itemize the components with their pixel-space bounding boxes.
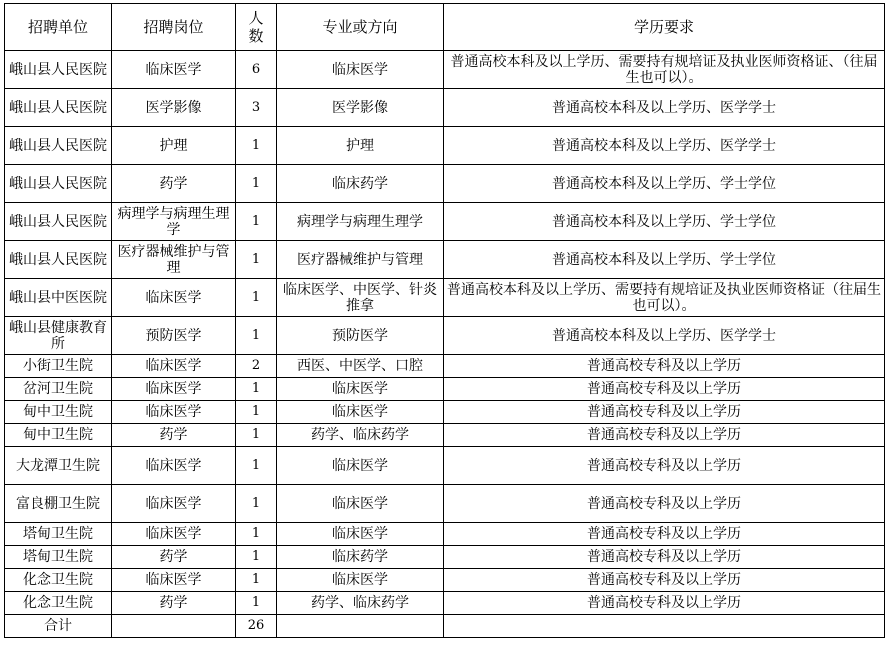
cell-education: 普通高校专科及以上学历 — [444, 424, 885, 447]
table-row — [5, 241, 885, 279]
table-row — [5, 51, 885, 89]
cell-post: 药学 — [112, 165, 236, 203]
cell-post: 临床医学 — [112, 569, 236, 592]
cell-education: 普通高校本科及以上学历、学士学位 — [444, 203, 885, 241]
cell-unit: 峨山县中医医院 — [5, 279, 112, 317]
total-label: 合计 — [5, 615, 112, 638]
cell-unit: 塔甸卫生院 — [5, 546, 112, 569]
cell-major: 药学、临床药学 — [277, 592, 444, 615]
cell-unit: 峨山县人民医院 — [5, 203, 112, 241]
cell-unit: 富良棚卫生院 — [5, 485, 112, 523]
cell-education: 普通高校本科及以上学历、需要持有规培证及执业医师资格证、（往届生也可以）。 — [444, 51, 885, 89]
cell-post: 医学影像 — [112, 89, 236, 127]
cell-unit: 峨山县人民医院 — [5, 51, 112, 89]
cell-major: 病理学与病理生理学 — [277, 203, 444, 241]
cell-count: 6 — [236, 51, 277, 89]
cell-count: 1 — [236, 203, 277, 241]
cell-major: 临床医学 — [277, 51, 444, 89]
cell-unit: 塔甸卫生院 — [5, 523, 112, 546]
header-education: 学历要求 — [444, 4, 885, 51]
cell-major: 临床医学、中医学、针炎推拿 — [277, 279, 444, 317]
cell-post: 药学 — [112, 592, 236, 615]
header-count-label: 人 数 — [248, 9, 264, 45]
cell-major: 临床医学 — [277, 569, 444, 592]
cell-education: 普通高校专科及以上学历 — [444, 447, 885, 485]
cell-post: 护理 — [112, 127, 236, 165]
table-row — [5, 485, 885, 523]
table-row — [5, 127, 885, 165]
table-row — [5, 546, 885, 569]
cell-unit: 峨山县人民医院 — [5, 165, 112, 203]
cell-education: 普通高校专科及以上学历 — [444, 592, 885, 615]
cell-count: 1 — [236, 523, 277, 546]
cell-unit: 峨山县健康教育所 — [5, 317, 112, 355]
cell-unit: 甸中卫生院 — [5, 401, 112, 424]
cell-major: 药学、临床药学 — [277, 424, 444, 447]
table-row — [5, 279, 885, 317]
cell-unit: 大龙潭卫生院 — [5, 447, 112, 485]
total-education — [444, 615, 885, 638]
cell-count: 1 — [236, 165, 277, 203]
cell-education: 普通高校本科及以上学历、医学学士 — [444, 89, 885, 127]
cell-major: 临床药学 — [277, 165, 444, 203]
cell-education: 普通高校专科及以上学历 — [444, 401, 885, 424]
cell-post: 临床医学 — [112, 447, 236, 485]
cell-count: 1 — [236, 447, 277, 485]
cell-count: 1 — [236, 569, 277, 592]
cell-unit: 岔河卫生院 — [5, 378, 112, 401]
cell-post: 临床医学 — [112, 401, 236, 424]
cell-count: 1 — [236, 401, 277, 424]
header-post: 招聘岗位 — [112, 4, 236, 51]
cell-count: 1 — [236, 279, 277, 317]
cell-major: 西医、中医学、口腔 — [277, 355, 444, 378]
cell-post: 临床医学 — [112, 523, 236, 546]
total-count: 26 — [236, 615, 277, 638]
table-row — [5, 378, 885, 401]
total-major — [277, 615, 444, 638]
cell-education: 普通高校本科及以上学历、医学学士 — [444, 127, 885, 165]
cell-education: 普通高校本科及以上学历、医学学士 — [444, 317, 885, 355]
cell-post: 临床医学 — [112, 378, 236, 401]
cell-major: 预防医学 — [277, 317, 444, 355]
cell-major: 临床医学 — [277, 447, 444, 485]
cell-major: 临床医学 — [277, 401, 444, 424]
cell-count: 2 — [236, 355, 277, 378]
cell-education: 普通高校专科及以上学历 — [444, 569, 885, 592]
total-row — [5, 615, 885, 638]
cell-education: 普通高校专科及以上学历 — [444, 355, 885, 378]
table-row — [5, 447, 885, 485]
table-row — [5, 89, 885, 127]
cell-major: 临床医学 — [277, 485, 444, 523]
header-count — [236, 4, 277, 51]
cell-major: 临床医学 — [277, 378, 444, 401]
table-row — [5, 424, 885, 447]
cell-post: 临床医学 — [112, 355, 236, 378]
header-unit: 招聘单位 — [5, 4, 112, 51]
header-major: 专业或方向 — [277, 4, 444, 51]
cell-post: 预防医学 — [112, 317, 236, 355]
table-row — [5, 569, 885, 592]
cell-education: 普通高校专科及以上学历 — [444, 378, 885, 401]
cell-post: 临床医学 — [112, 51, 236, 89]
table-row — [5, 317, 885, 355]
cell-unit: 峨山县人民医院 — [5, 89, 112, 127]
table-row — [5, 592, 885, 615]
table-row — [5, 165, 885, 203]
cell-major: 护理 — [277, 127, 444, 165]
cell-unit: 化念卫生院 — [5, 592, 112, 615]
cell-post: 医疗器械维护与管理 — [112, 241, 236, 279]
cell-unit: 峨山县人民医院 — [5, 127, 112, 165]
cell-unit: 甸中卫生院 — [5, 424, 112, 447]
cell-education: 普通高校本科及以上学历、学士学位 — [444, 165, 885, 203]
cell-education: 普通高校专科及以上学历 — [444, 546, 885, 569]
cell-major: 临床药学 — [277, 546, 444, 569]
cell-count: 1 — [236, 592, 277, 615]
cell-post: 药学 — [112, 424, 236, 447]
cell-count: 1 — [236, 317, 277, 355]
cell-unit: 小街卫生院 — [5, 355, 112, 378]
cell-education: 普通高校本科及以上学历、学士学位 — [444, 241, 885, 279]
recruitment-table — [4, 3, 885, 638]
cell-count: 1 — [236, 546, 277, 569]
cell-education: 普通高校专科及以上学历 — [444, 485, 885, 523]
cell-post: 病理学与病理生理学 — [112, 203, 236, 241]
cell-education: 普通高校本科及以上学历、需要持有规培证及执业医师资格证（往届生也可以）。 — [444, 279, 885, 317]
cell-post: 临床医学 — [112, 485, 236, 523]
table-row — [5, 401, 885, 424]
total-post — [112, 615, 236, 638]
cell-post: 临床医学 — [112, 279, 236, 317]
cell-count: 1 — [236, 241, 277, 279]
table-row — [5, 203, 885, 241]
cell-education: 普通高校专科及以上学历 — [444, 523, 885, 546]
header-row — [5, 4, 885, 51]
table-row — [5, 523, 885, 546]
cell-unit: 峨山县人民医院 — [5, 241, 112, 279]
cell-unit: 化念卫生院 — [5, 569, 112, 592]
table-row — [5, 355, 885, 378]
cell-count: 1 — [236, 485, 277, 523]
cell-count: 1 — [236, 424, 277, 447]
cell-major: 临床医学 — [277, 523, 444, 546]
cell-post: 药学 — [112, 546, 236, 569]
cell-count: 3 — [236, 89, 277, 127]
cell-major: 医疗器械维护与管理 — [277, 241, 444, 279]
cell-count: 1 — [236, 378, 277, 401]
cell-count: 1 — [236, 127, 277, 165]
cell-major: 医学影像 — [277, 89, 444, 127]
